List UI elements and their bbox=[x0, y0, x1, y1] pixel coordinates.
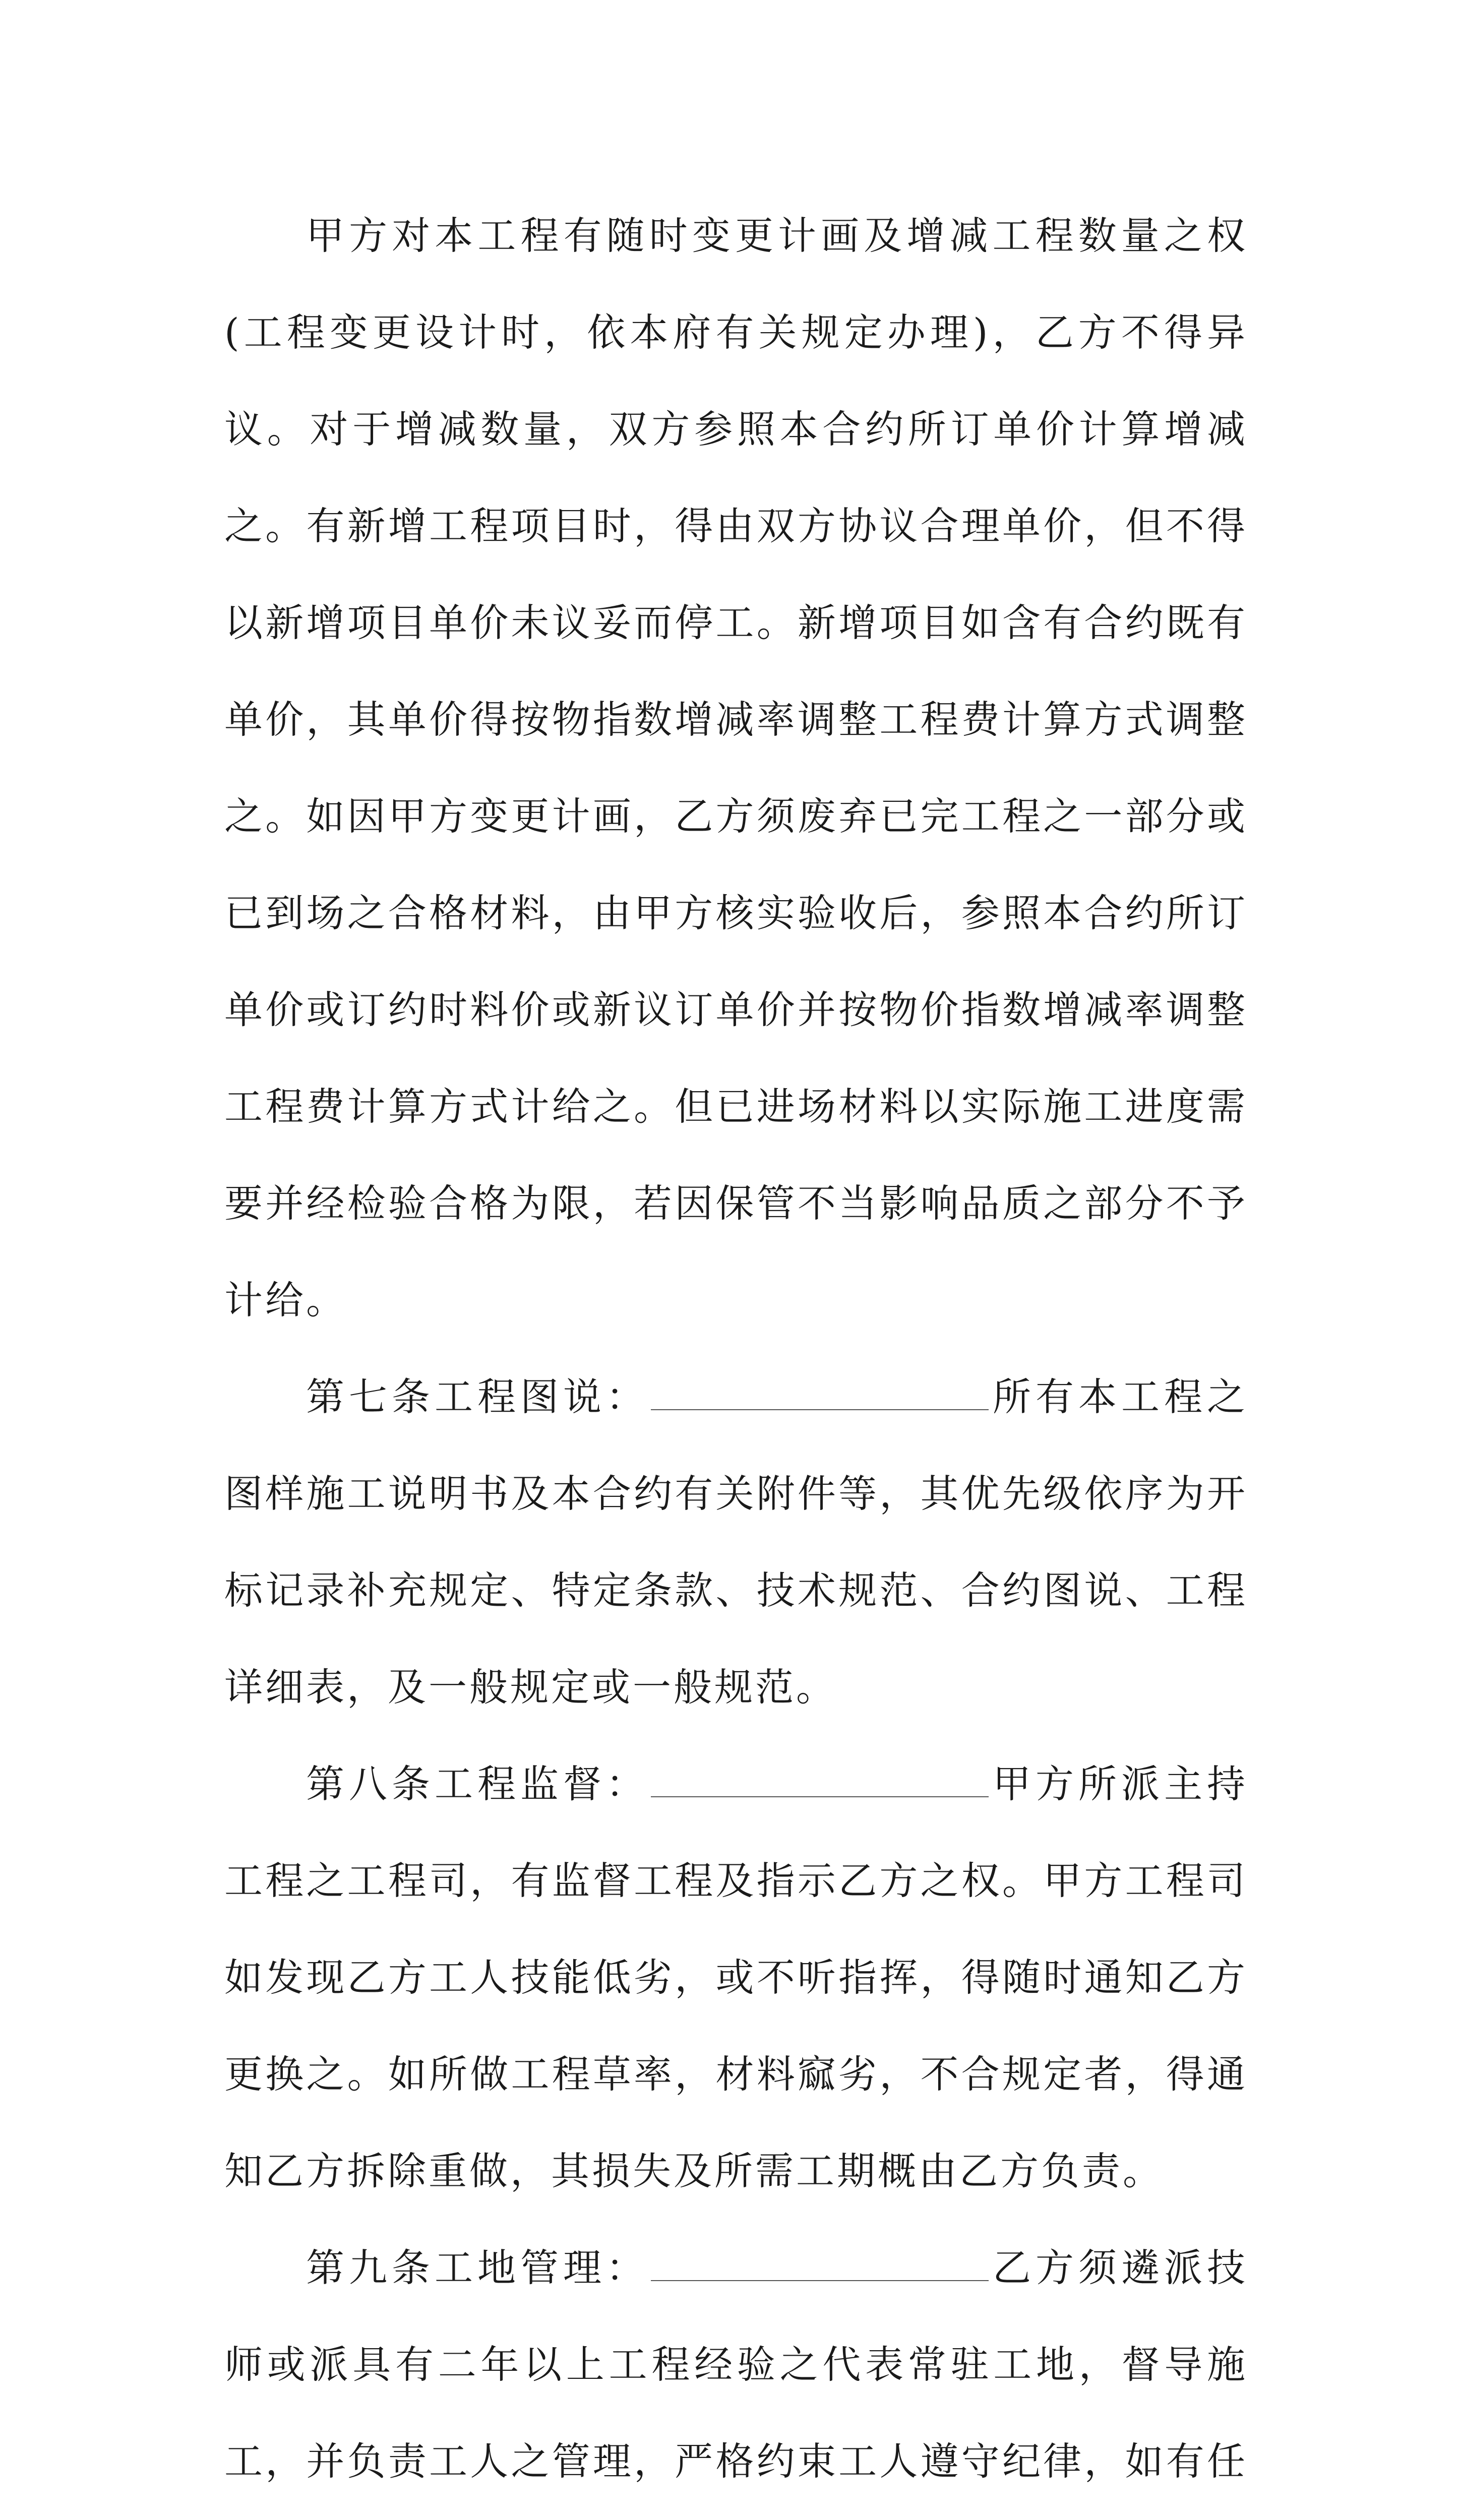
blank-underline bbox=[651, 2250, 989, 2281]
article-body: 甲方所派主持工程之工程司，有监督工程及指示乙方之权。甲方工程司如发现乙方工人技能低劣，或不听指挥，得随时通知乙方更换之。如所做工程草率，材料窳劣，不合规定者，得通知乙方拆除重做，其损失及所需工期概由乙方负责。 bbox=[224, 1761, 1248, 2193]
article-body: 乙方须遴派技师或派具有二年以上工程经验之代表常驻工地，督导施工，并负责工人之管理，严格约束工人遵守纪律，如有任 bbox=[224, 2245, 1248, 2484]
blank-underline bbox=[651, 1379, 989, 1410]
article-7-drawings bbox=[224, 1349, 1248, 1736]
article-9-site-management bbox=[224, 2220, 1248, 2520]
article-8-supervision bbox=[224, 1736, 1248, 2220]
paragraph-design-change bbox=[224, 187, 1248, 1349]
paragraph-text: 甲方对本工程有随时变更计画及增减工程数量之权(工程变更设计时，依本府有关规定办理)，乙方不得异议。对于增减数量，双方参照本合约所订单价计算增减之。有新增工程项目时，得由双方协议合理单价，但不得以新增项目单价未议妥而停工。新增项目如含有合约既有单价，其单价得按物指数增减率调整工程费计算方式调整之。如因甲方变更计画，乙方须废弃已完工程之一部分或已到场之合格材料，由甲方核实验收后，参照本合约所订单价或订约时料价或新议订单价并按物价指数增减率调整工程费计算方式计给之。但已进场材料以实际施工进度需要并经检验合格为限，若因保管不当影响品质之部分不予计给。 bbox=[224, 213, 1248, 1322]
article-heading: 第八条工程监督： bbox=[306, 1761, 649, 1806]
article-body: 所有本工程之图样施工说明书及本合约有关附件等，其优先级依序为开标记录补充规定、特定条款、技术规范、合约图说、工程详细表，及一般规定或一般规范。 bbox=[224, 1374, 1248, 1710]
blank-underline bbox=[651, 1766, 989, 1797]
article-heading: 第七条工程图说： bbox=[306, 1374, 649, 1419]
article-heading: 第九条工地管理： bbox=[306, 2245, 649, 2290]
document-body bbox=[224, 187, 1248, 2520]
